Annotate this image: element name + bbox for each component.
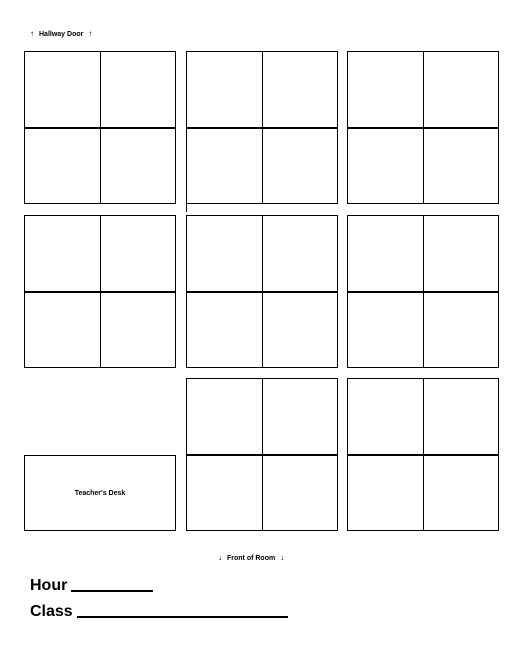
hallway-door-label-row <box>30 30 92 38</box>
hour-blank-line[interactable] <box>71 589 153 592</box>
desk-pod <box>186 215 338 368</box>
arrow-up-icon: ↑ <box>88 29 93 38</box>
desk-pod <box>24 215 176 368</box>
pod-divider-horizontal <box>187 291 337 293</box>
hallway-door-label: Hallway Door <box>39 30 84 38</box>
desk-pod <box>186 51 338 204</box>
hour-field <box>30 577 153 595</box>
front-of-room-label-row <box>218 554 284 562</box>
desk-pod <box>347 51 499 204</box>
pod-divider-horizontal <box>25 291 175 293</box>
teachers-desk <box>24 455 176 531</box>
pod-divider-horizontal <box>348 454 498 456</box>
desk-pod <box>24 51 176 204</box>
teachers-desk-label: Teacher's Desk <box>74 489 126 497</box>
front-of-room-label: Front of Room <box>227 554 276 562</box>
arrow-down-icon: ↓ <box>218 553 222 562</box>
class-label: Class <box>30 603 73 620</box>
class-blank-line[interactable] <box>77 615 288 618</box>
class-field <box>30 603 288 621</box>
divider-tick <box>186 202 187 212</box>
desk-pod <box>186 378 338 531</box>
pod-divider-horizontal <box>348 127 498 129</box>
arrow-up-icon: ↑ <box>30 29 34 38</box>
hour-label: Hour <box>30 577 68 594</box>
pod-divider-horizontal <box>187 127 337 129</box>
pod-divider-horizontal <box>348 291 498 293</box>
desk-pod <box>347 215 499 368</box>
arrow-down-icon: ↓ <box>280 553 285 562</box>
pod-divider-horizontal <box>25 127 175 129</box>
pod-divider-horizontal <box>187 454 337 456</box>
desk-pod <box>347 378 499 531</box>
